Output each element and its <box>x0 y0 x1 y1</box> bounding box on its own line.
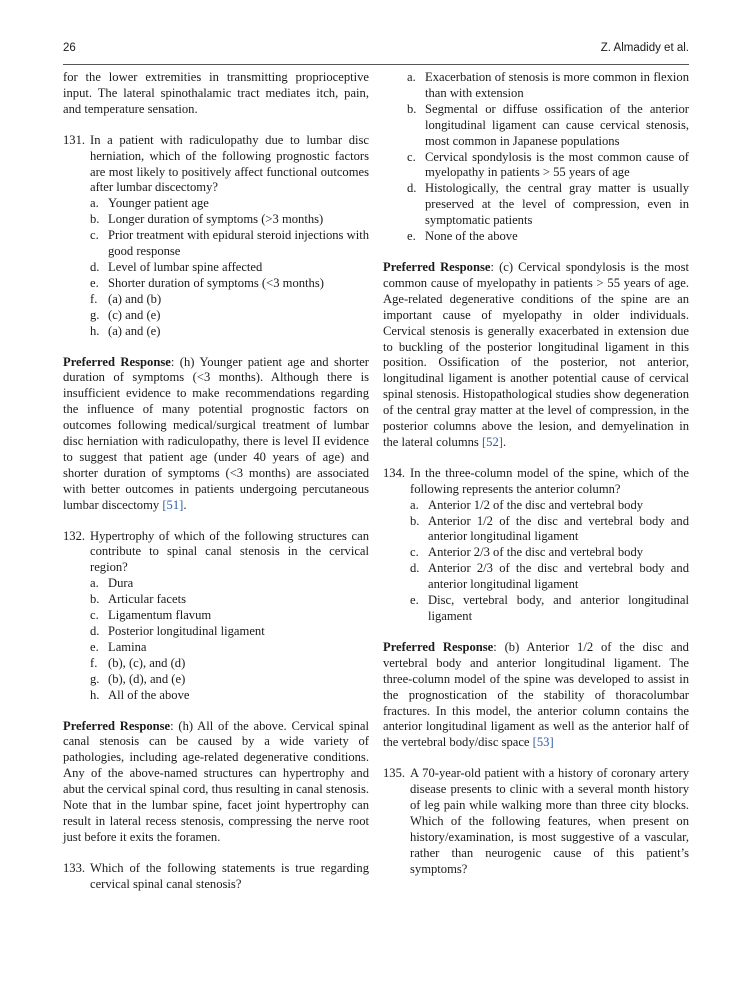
option-letter: c. <box>90 228 99 243</box>
question-number: 135. <box>383 766 406 781</box>
option-letter: b. <box>90 212 100 227</box>
answer-option <box>63 592 369 608</box>
answer-option <box>383 561 689 593</box>
answer-option <box>383 593 689 625</box>
answer-option <box>383 498 689 514</box>
answer-option <box>63 624 369 640</box>
option-text: Disc, vertebral body, and anterior longitudinal ligament <box>428 593 689 623</box>
option-letter: a. <box>410 497 419 512</box>
option-list <box>383 70 689 245</box>
option-text: (a) and (e) <box>108 323 161 338</box>
answer-option <box>383 70 689 102</box>
option-text: Exacerbation of stenosis is more common in flexion than with extension <box>425 70 689 100</box>
option-list <box>63 576 369 703</box>
page-number: 26 <box>63 42 76 54</box>
question-number: 133. <box>63 860 86 875</box>
response-end: . <box>502 434 507 449</box>
option-letter: a. <box>90 576 99 591</box>
right-column <box>383 70 689 893</box>
left-column <box>63 70 369 908</box>
option-letter: e. <box>90 275 99 290</box>
preferred-response-131 <box>63 355 369 514</box>
response-label: Preferred Response <box>383 639 494 654</box>
option-letter: f. <box>90 655 98 670</box>
option-letter: e. <box>410 593 419 608</box>
answer-option <box>63 608 369 624</box>
question-133 <box>63 861 369 893</box>
option-text: Histologically, the central gray matter is usually preserved at the level of compression, even in symptomatic patients <box>425 181 689 228</box>
header-rule <box>63 64 689 65</box>
option-letter: d. <box>407 181 417 196</box>
answer-option <box>63 324 369 340</box>
option-text: All of the above <box>108 687 190 702</box>
running-head-authors: Z. Almadidy et al. <box>600 42 689 54</box>
option-letter: a. <box>407 70 416 84</box>
option-text: (b), (d), and (e) <box>108 671 186 686</box>
citation-link[interactable]: [51] <box>162 497 184 512</box>
answer-option <box>383 150 689 182</box>
citation-link[interactable]: [53] <box>532 735 554 750</box>
response-label: Preferred Response <box>383 259 491 274</box>
option-text: Anterior 2/3 of the disc and vertebral body and anterior longitudinal ligament <box>428 561 689 592</box>
preferred-response-134 <box>383 640 689 751</box>
option-text: (c) and (e) <box>108 307 161 322</box>
question-134 <box>383 466 689 625</box>
option-letter: e. <box>407 229 416 244</box>
answer-option <box>63 308 369 324</box>
question-135 <box>383 766 689 877</box>
option-text: Anterior 1/2 of the disc and vertebral body <box>428 497 644 512</box>
option-letter: b. <box>407 101 417 116</box>
option-text: Longer duration of symptoms (>3 months) <box>108 212 324 227</box>
answer-option <box>63 260 369 276</box>
answer-option <box>383 181 689 229</box>
answer-option <box>63 688 369 704</box>
question-number: 131. <box>63 132 86 147</box>
answer-option <box>63 656 369 672</box>
answer-option <box>63 672 369 688</box>
answer-option <box>63 640 369 656</box>
question-stem: Which of the following statements is true regarding cervical spinal canal stenosis? <box>90 860 369 891</box>
answer-option <box>383 545 689 561</box>
option-letter: g. <box>90 671 100 686</box>
question-131 <box>63 133 369 340</box>
option-text: Articular facets <box>108 592 186 607</box>
response-label: Preferred Response <box>63 718 171 733</box>
answer-option <box>63 576 369 592</box>
option-letter: c. <box>90 608 99 623</box>
question-133-options <box>383 70 689 245</box>
question-number: 134. <box>383 465 406 480</box>
option-text: (b), (c), and (d) <box>108 655 186 670</box>
option-list <box>383 498 689 625</box>
answer-option <box>63 228 369 260</box>
citation-link[interactable]: [52] <box>481 434 503 449</box>
answer-option <box>63 212 369 228</box>
option-letter: b. <box>410 513 420 528</box>
option-text: Posterior longitudinal ligament <box>108 624 265 638</box>
question-stem: A 70-year-old patient with a history of coronary artery disease presents to clinic with a several month history of leg pain while walking more than three city blocks. Which of the following features, when present on history/examination, is most suggestive of a vascular, rather than neurogenic cause of this patient’s symptoms? <box>410 766 689 876</box>
option-letter: c. <box>407 149 416 164</box>
option-text: Prior treatment with epidural steroid injections with good response <box>108 228 369 259</box>
option-text: Anterior 1/2 of the disc and vertebral body and anterior longitudinal ligament <box>428 513 689 544</box>
option-letter: c. <box>410 545 419 560</box>
question-132 <box>63 529 369 704</box>
option-text: Segmental or diffuse ossification of the anterior longitudinal ligament can cause cervical stenosis, most common in Japanese populations <box>425 101 689 148</box>
response-text: : (c) Cervical spondylosis is the most common cause of myelopathy in patients > 55 years of age. Age-related degenerative conditions of the spine are an important cause of myelopathy in older individuals. Cervical stenosis is generally exacerbated in extension due to buckling of the posterior longitudinal ligament in this position. Ossification of the posterior, not anterior, longitudinal ligament is another potential cause of cervical spinal stenosis. Histopathological studies show degeneration of the central gray matter at the level of compression, in the posterior columns above the lesion, and demyelination in the lateral columns <box>383 259 689 449</box>
question-stem: In a patient with radiculopathy due to lumbar disc herniation, which of the following prognostic factors are most likely to positively affect functional outcomes after lumbar discectomy? <box>90 132 369 195</box>
option-text: Level of lumbar spine affected <box>108 259 263 274</box>
intro-paragraph: for the lower extremities in transmitting proprioceptive input. The lateral spinothalamic tract mediates itch, pain, and temperature sensation. <box>63 70 369 116</box>
response-end: . <box>183 497 187 512</box>
option-letter: d. <box>90 259 100 274</box>
answer-option <box>63 292 369 308</box>
response-text: : (h) All of the above. Cervical spinal canal stenosis can be caused by a wide variety of pathologies, including age-related degenerative conditions. Any of the above-named structures can hypertrophy and abut the cervical spinal cord, thus resulting in canal stenosis. Note that in the lumbar spine, facet joint hypertrophy can result in lateral recess stenosis, compressing the nerve root just before it exits the foramen. <box>63 718 369 844</box>
option-text: None of the above <box>425 229 518 244</box>
option-text: Lamina <box>108 639 147 654</box>
option-list <box>63 196 369 339</box>
option-letter: d. <box>410 561 420 576</box>
answer-option <box>63 196 369 212</box>
response-label: Preferred Response <box>63 354 171 369</box>
option-letter: a. <box>90 196 99 211</box>
answer-option <box>63 276 369 292</box>
response-text: : (h) Younger patient age and shorter duration of symptoms (<3 months). Although there is insufficient evidence to make recommendations regarding the influence of many potential prognostic factors on outcomes following medical/surgical treatment of lumbar disc herniation with radiculopathy, there is level II evidence to suggest that patient age (under 40 years of age) and shorter duration of symptoms (<3 months) are associated with better outcomes in patients undergoing percutaneous lumbar discectomy <box>63 354 370 512</box>
question-stem: Hypertrophy of which of the following structures can contribute to spinal canal stenosis in the cervical region? <box>90 528 369 575</box>
option-letter: e. <box>90 639 99 654</box>
question-number: 132. <box>63 528 86 543</box>
option-text: Cervical spondylosis is the most common cause of myelopathy in patients > 55 years of age <box>425 149 689 180</box>
answer-option <box>383 514 689 546</box>
option-letter: h. <box>90 323 100 338</box>
option-text: (a) and (b) <box>108 291 162 306</box>
option-letter: d. <box>90 624 100 638</box>
option-text: Ligamentum flavum <box>108 608 212 623</box>
page-header <box>63 42 689 62</box>
option-letter: g. <box>90 307 100 322</box>
answer-option <box>383 102 689 150</box>
option-text: Anterior 2/3 of the disc and vertebral body <box>428 545 644 560</box>
option-letter: h. <box>90 687 100 702</box>
preferred-response-132 <box>63 719 369 846</box>
question-stem: In the three-column model of the spine, which of the following represents the anterior column? <box>410 465 689 496</box>
option-text: Younger patient age <box>108 196 209 211</box>
answer-option <box>383 229 689 245</box>
option-letter: f. <box>90 291 98 306</box>
option-text: Dura <box>108 576 134 591</box>
option-text: Shorter duration of symptoms (<3 months) <box>108 275 324 290</box>
preferred-response-133 <box>383 260 689 451</box>
response-text: : (b) Anterior 1/2 of the disc and vertebral body and anterior longitudinal ligament. The three-column model of the spine was developed to assist in the prognostication of the stability of thoracolumbar fractures. In this model, the anterior column contains the anterior longitudinal ligament as well as the anterior half of the vertebral body/disc space <box>383 639 689 750</box>
option-letter: b. <box>90 592 100 607</box>
